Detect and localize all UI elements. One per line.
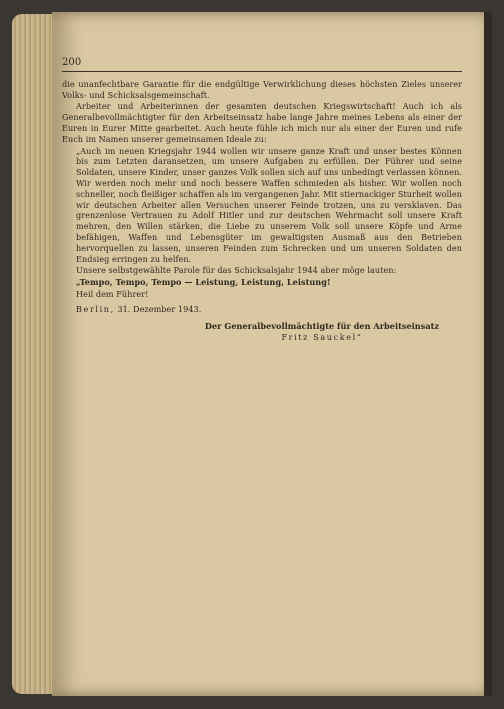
dateline-place: Berlin, [76,303,115,314]
header-rule [62,71,462,72]
quote-text: „Auch im neuen Kriegsjahr 1944 wollen wir unsere ganze Kraft und unser bestes Können bis zum Letzten daransetzen, um unsere Aufgaben zu erfüllen. Der Führer und seine Soldaten, unsere Kinder, unser ganzes Volk sollen sich auf uns unbedingt verlassen können. Wir werden noch mehr und noch bessere Waffen schmieden als bisher. Wir wollen noch schneller, noch fleißiger schaffen als im vergangenen Jahr. Mit stiernackiger Sturheit wollen wir deutschen Arbeiter allen Versuchen unserer Feinde trotzen, uns zu versklaven. Das grenzenlose Vertrauen zu Adolf Hitler und zur deutschen Wehrmacht soll unsere Kraft mehren, den Willen stärken, die Liebe zu unserem Volk soll unsere Köpfe und Arme befähigen, Waffen und Lebensgüter im gewaltigsten Ausmaß aus den Betrieben hervorquellen zu lassen, unseren Feinden zum Schrecken und um unseren Soldaten den Endsieg erringen zu helfen. [76,145,462,264]
paragraph-2: Arbeiter und Arbeiterinnen der gesamten deutschen Kriegswirtschaft! Auch ich als Generalbevollmächtigter für den Arbeitseinsatz habe lange Jahre meines Lebens als einer der Euren in Eurer Mitte gearbeitet. Auch heute fühle ich mich nur als einer der Euren und rufe Euch im Namen unserer gemeinsamen Ideale zu: [62,101,462,144]
closing: Heil dem Führer! [76,288,149,299]
scan-border [484,12,492,696]
dateline-date: 31. Dezember 1943. [117,303,202,314]
paragraph-1: die unanfechtbare Garantie für die endgültige Verwirklichung dieses höchsten Zieles unserer Volks- und Schicksalsgemeinschaft. [62,78,462,100]
signature-name: Fritz Sauckel“ [281,332,363,343]
signature-title: Der Generalbevollmächtigte für den Arbeitseinsatz [204,320,440,331]
motto: „Tempo, Tempo, Tempo — Leistung, Leistung, Leistung! [76,277,331,288]
motto-intro: Unsere selbstgewählte Parole für das Schicksalsjahr 1944 aber möge lauten: [76,265,397,276]
page-content [62,58,462,344]
dateline [62,304,462,315]
quote-block [62,146,462,265]
page-number: 200 [62,57,82,68]
